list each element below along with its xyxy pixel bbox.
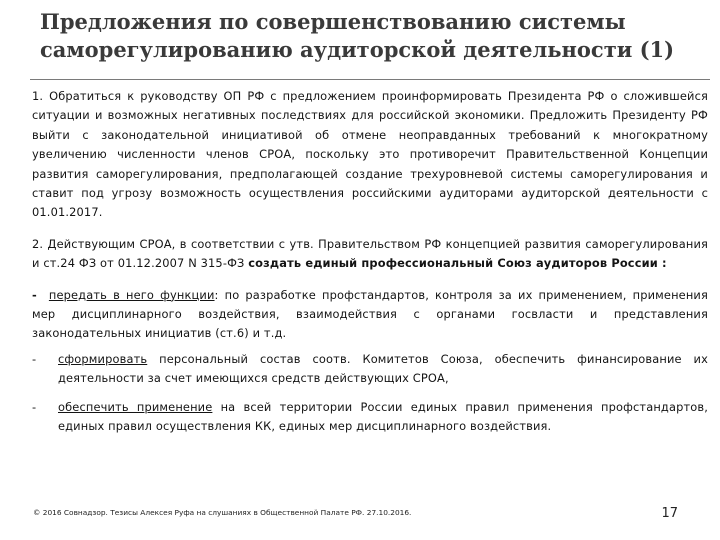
paragraph-2 <box>32 235 708 274</box>
footer-copyright: © 2016 Совнадзор. Тезисы Алексея Руфа на слушаниях в Общественной Палате РФ. 27.10.2016. <box>33 508 412 517</box>
list-item-1 <box>32 286 708 344</box>
list-item-2 <box>32 350 708 389</box>
list-item-3-text: на всей территории России единых правил применения профстандартов, единых правил осуществления КК, единых мер дисциплинарного воздействия. <box>58 399 708 434</box>
paragraph-2-text: 2. Действующим СРОА, в соответствии с утв. Правительством РФ концепцией развития саморегулирования и ст.24 ФЗ от 01.12.2007 N 315-ФЗ <box>32 236 708 271</box>
paragraph-2-bold: создать единый профессиональный Союз аудиторов России : <box>248 256 667 271</box>
list-item-2-text: персональный состав соотв. Комитетов Союза, обеспечить финансирование их деятельности за счет имеющихся средств действующих СРОА, <box>58 351 708 386</box>
list-item-1-dash: - <box>32 287 37 302</box>
slide-title-line-2: саморегулированию аудиторской деятельности (1) <box>40 37 675 62</box>
list-item-1-underlined: передать в него функции <box>48 287 215 302</box>
slide-body <box>32 87 708 437</box>
slide-title-line-1: Предложения по совершенствованию системы <box>40 9 626 34</box>
list-item-2-underlined: сформировать <box>58 351 148 366</box>
list-item-3-underlined: обеспечить применение <box>58 399 213 414</box>
slide-title <box>40 8 700 64</box>
title-divider <box>30 79 710 80</box>
list-item-3 <box>32 398 708 437</box>
list-item-3-dash: - <box>32 399 37 414</box>
paragraph-1: 1. Обратиться к руководству ОП РФ с предложением проинформировать Президента РФ о сложившейся ситуации и возможных негативных последствиях для российской экономики. Предложить Президенту РФ выйти с законодательной инициативой об отмене неоправданных требований к многократному увеличению численности членов СРОА, поскольку это противоречит Правительственной Концепции развития саморегулирования, предполагающей создание трехуровневой системы саморегулирования и ставит под угрозу возможность осуществления российскими аудиторами аудиторской деятельности с 01.01.2017. <box>32 89 708 220</box>
list-item-1-text: : по разработке профстандартов, контроля за их применением, применения мер дисциплинарного воздействия, взаимодействия с органами госвласти и представления законодательных инициатив (ст.6) и т.д. <box>32 287 708 341</box>
list-item-2-dash: - <box>32 351 37 366</box>
page-number: 17 <box>661 506 678 521</box>
